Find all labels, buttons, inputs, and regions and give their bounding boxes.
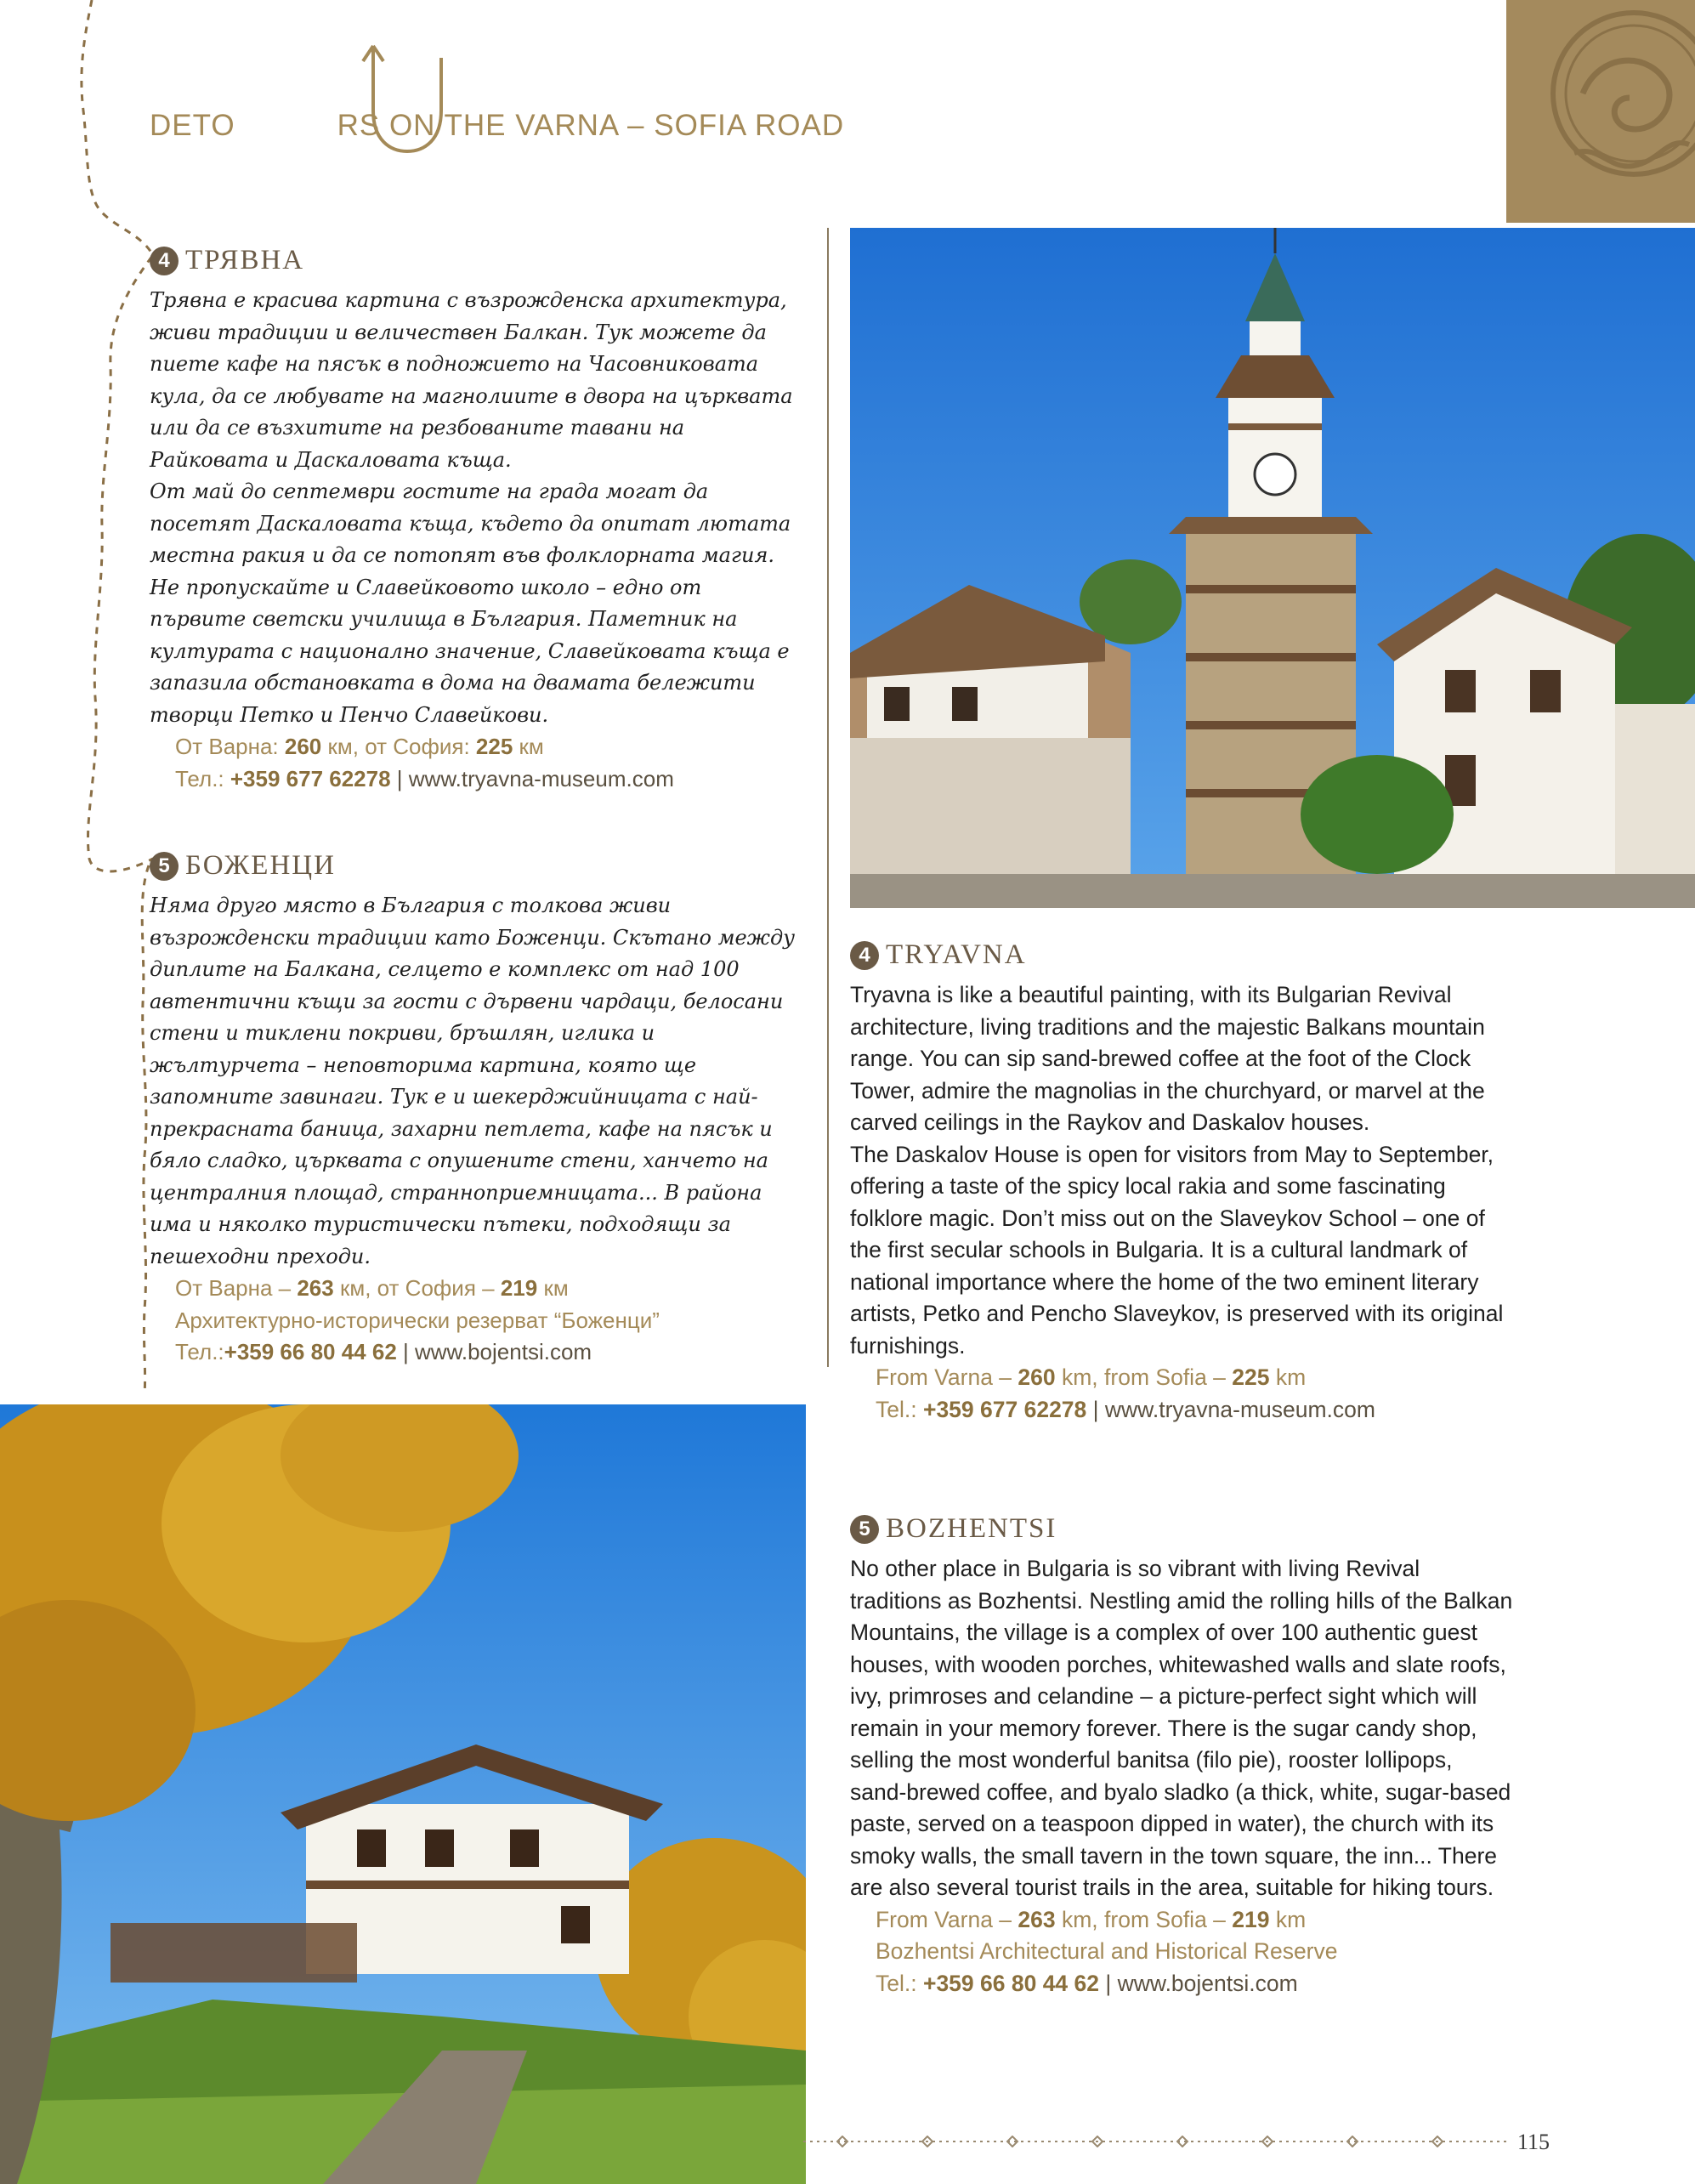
section-number-badge: 5 [150, 852, 179, 881]
distance-line [150, 1273, 804, 1305]
bg-tryavna-body [150, 285, 804, 731]
distance-label: km, from Sofia – [1055, 1906, 1233, 1932]
en-bozhentsi-body [850, 1553, 1513, 2000]
paragraph: От май до септември гостите на града могат да посетят Даскаловата къща, където да опитат лютата местна ракия и да се потопят във фолклорната магия. Не пропускайте и Славейковото школо – едно от първите светски училища в България. Паметник на културата с национално значение, Славейковата къща е запазила обстановката в дома на двамата бележити творци Петко и Пенчо Славейкови. [150, 479, 791, 727]
paragraph: Няма друго място в България с толкова живи възрожденски традиции като Боженци. Скътано между диплите на Балкана, селцето е комплекс от над 100 автентични къщи за гости с дървени чардаци, белосани стени и тиклени покриви, бръшлян, иглика и жълтурчета – неповторима картина, която ще запомните завинаги. Тук е и шекерджийницата с най-прекрасната баница, захарни петлета, кафе на пясък и бяло сладко, църквата с опушените стени, ханчето на централния площад, странноприемницата... В района има и няколко туристически пътеки, подходящи за пешеходни преходи. [150, 893, 796, 1268]
tel-label: Tel.: [876, 1396, 923, 1422]
section-number-badge: 5 [850, 1515, 879, 1544]
bg-tryavna-section [150, 245, 804, 795]
paragraph: No other place in Bulgaria is so vibrant with living Revival traditions as Bozhentsi. Nestling amid the rolling hills of the Balkan Mountains, the village is a complex of over 100 authentic guest houses, with wooden porches, whitewashed walls and slate roofs, ivy, primroses and celandine – a picture-perfect sight which will remain in your memory forever. There is the sugar candy shop, selling the most wonderful banitsa (filo pie), rooster lollipops, sand-brewed coffee, and byalo sladko (a thick, white, sugar-based paste, served on a teaspoon dipped in water), the church with its smoky walls, the small tavern in the town square, the inn... There are also several tourist trails in the area, suitable for hiking tours. [850, 1556, 1513, 1900]
en-tryavna-section [850, 939, 1513, 1426]
up-arrow-u-icon [356, 43, 458, 153]
ornament-border-icon [803, 2136, 1509, 2147]
phone-number: +359 66 80 44 62 [922, 1970, 1100, 1996]
tel-label: Тел.: [175, 765, 230, 791]
en-bozhentsi-heading [850, 1513, 1513, 1545]
distance-unit: km [1269, 1906, 1307, 1932]
header-title-prefix: DETO [150, 109, 235, 142]
bg-bozhentsi-section [150, 850, 804, 1369]
section-number-badge: 4 [850, 941, 879, 970]
bg-bozhentsi-info [150, 1273, 804, 1369]
header-title-suffix: RS ON THE VARNA – SOFIA ROAD [337, 109, 845, 142]
corner-ornament [1506, 0, 1695, 223]
distance-value: 263 [1018, 1906, 1056, 1932]
column-divider [827, 228, 829, 1367]
bg-tryavna-info [150, 731, 804, 795]
dashed-route-line [0, 0, 170, 1403]
paragraph: Tryavna is like a beautiful painting, with its Bulgarian Revival architecture, living traditions and the majestic Balkans mountain range. You can sip sand-brewed coffee at the foot of the Clock Tower, admire the magnolias in the churchyard, or marvel at the carved ceilings in the Raykov and Daskalov houses. [850, 982, 1485, 1135]
distance-value: 260 [284, 734, 322, 759]
distance-label: От Варна: [175, 734, 285, 759]
distance-label: From Varna – [876, 1364, 1018, 1390]
bozhentsi-illustration [0, 1404, 806, 2184]
distance-value: 225 [475, 734, 513, 759]
phone-number: +359 66 80 44 62 [224, 1339, 397, 1364]
en-tryavna-heading [850, 939, 1513, 971]
section-number-badge: 4 [150, 247, 179, 275]
bg-bozhentsi-body [150, 890, 804, 1273]
distance-label: км, от София – [333, 1275, 501, 1301]
website-link[interactable]: | www.tryavna-museum.com [1086, 1396, 1375, 1422]
en-tryavna-body [850, 979, 1513, 1426]
distance-label: км, от София: [321, 734, 476, 759]
reserve-line: Bozhentsi Architectural and Historical Reserve [876, 1938, 1338, 1964]
distance-label: From Varna – [876, 1906, 1018, 1932]
en-bozhentsi-section [850, 1513, 1513, 2000]
distance-unit: км [513, 734, 544, 759]
ornament-rosette-icon [1506, 0, 1695, 223]
website-link[interactable]: | www.bojentsi.com [1099, 1970, 1298, 1996]
paragraph: Трявна е красива картина с възрожденска архитектура, живи традиции и величествен Балкан. Тук можете да пиете кафе на пясък в подножието на Часовниковата кула, да се любувате на магнолиите в двора на църквата или да се възхитите на резбованите тавани на Райковата и Даскаловата къща. [150, 288, 793, 472]
section-title: BOZHENTSI [886, 1513, 1057, 1544]
tryavna-clock-tower-photo [850, 228, 1695, 908]
phone-number: +359 677 62278 [230, 765, 391, 791]
distance-line [150, 731, 804, 763]
bg-tryavna-heading [150, 245, 804, 276]
paragraph: The Daskalov House is open for visitors from May to September, offering a taste of the spicy local rakia and some fascinating folklore magic. Don’t miss out on the Slaveykov School – one of the first secular schools in Bulgaria. It is a cultural landmark of national importance where the home of the two eminent literary artists, Petko and Pencho Slaveykov, is preserved with its original furnishings. [850, 1141, 1504, 1359]
section-title: TRYAVNA [886, 939, 1027, 970]
distance-value: 263 [297, 1275, 334, 1301]
tel-label: Тел.: [175, 1339, 224, 1364]
contact-line [850, 1968, 1513, 2000]
clock-tower-illustration [850, 228, 1695, 908]
contact-line [150, 1336, 804, 1369]
reserve-line: Архитектурно-исторически резерват “Боженци” [175, 1307, 660, 1333]
distance-line [850, 1904, 1513, 1937]
phone-number: +359 677 62278 [922, 1396, 1087, 1422]
page-number: 115 [1517, 2130, 1550, 2154]
distance-value: 219 [500, 1275, 538, 1301]
bozhentsi-house-photo [0, 1404, 806, 2184]
website-link[interactable]: | www.tryavna-museum.com [390, 765, 674, 791]
tel-label: Tel.: [876, 1970, 923, 1996]
distance-label: km, from Sofia – [1055, 1364, 1233, 1390]
section-title: БОЖЕНЦИ [185, 850, 336, 881]
distance-value: 260 [1018, 1364, 1056, 1390]
distance-unit: km [1269, 1364, 1307, 1390]
distance-unit: км [537, 1275, 569, 1301]
distance-value: 225 [1232, 1364, 1270, 1390]
section-title: ТРЯВНА [185, 245, 305, 275]
contact-line [150, 763, 804, 796]
page-header-title [150, 109, 844, 143]
website-link[interactable]: | www.bojentsi.com [396, 1339, 592, 1364]
contact-line [850, 1394, 1513, 1427]
bg-bozhentsi-heading [150, 850, 804, 882]
distance-label: От Варна – [175, 1275, 298, 1301]
distance-line [850, 1362, 1513, 1394]
distance-value: 219 [1232, 1906, 1270, 1932]
